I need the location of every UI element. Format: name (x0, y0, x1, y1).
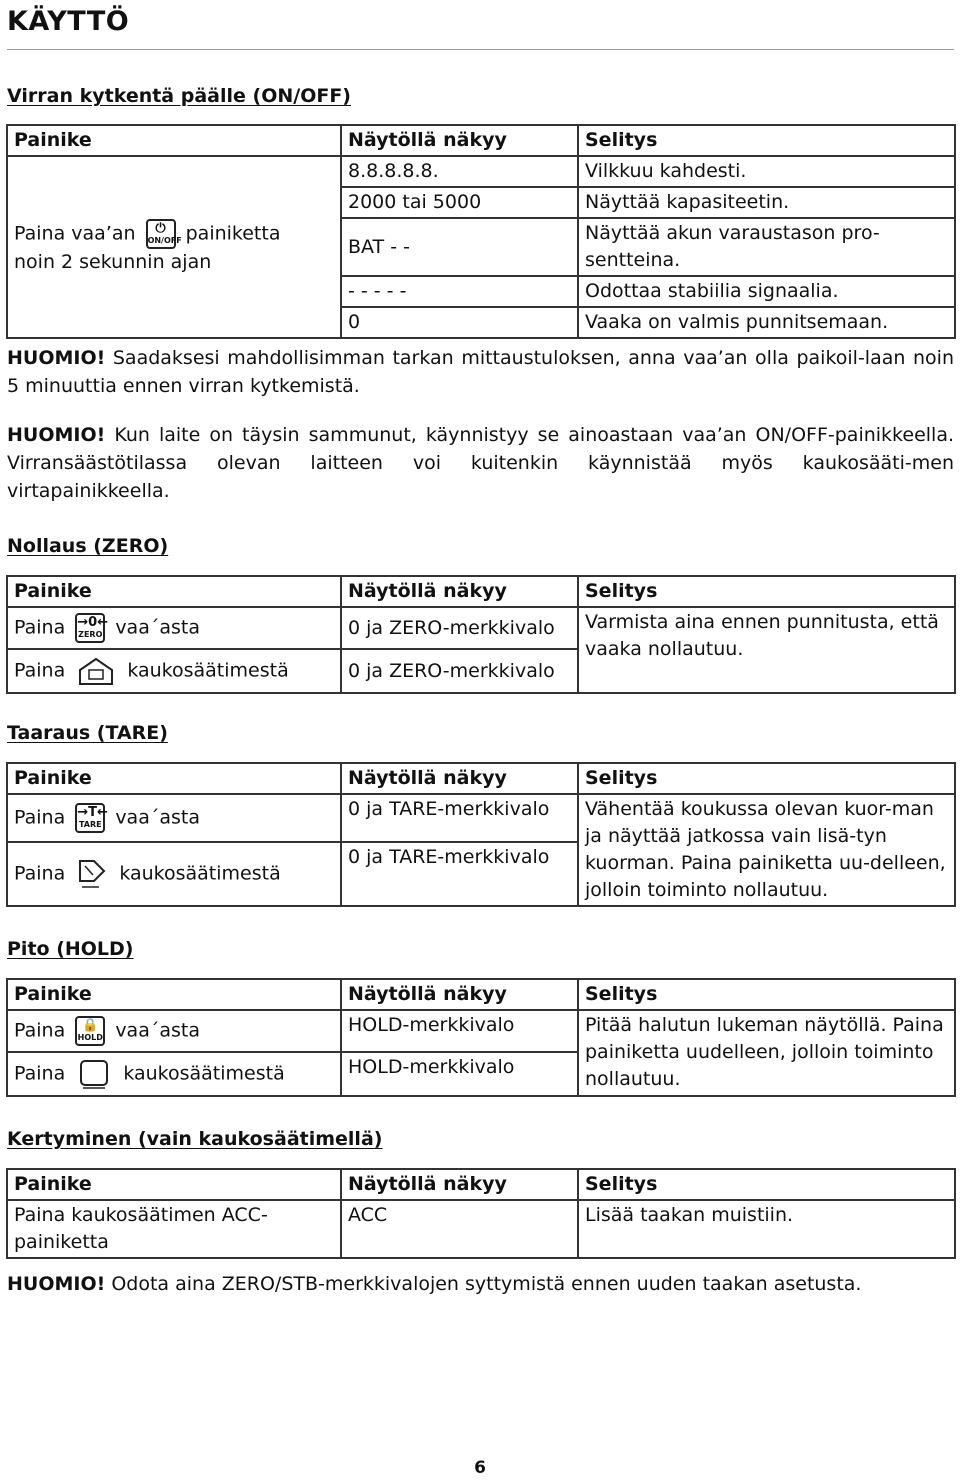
table-header-row (7, 979, 955, 1010)
onoff-button-cell (7, 156, 341, 338)
explanation-cell: Vähentää koukussa olevan kuor-man ja näyttää jatkossa vain lisä-tyn kuorman. Paina painiketta uu-delleen, jolloin toiminto nollautuu. (578, 794, 955, 906)
display-cell: ACC (341, 1200, 578, 1258)
column-header-display: Näytöllä näkyy (341, 763, 578, 794)
remote-zero-icon (77, 656, 115, 686)
display-cell: HOLD-merkkivalo (341, 1052, 578, 1096)
display-cell: HOLD-merkkivalo (341, 1010, 578, 1052)
acc-button-cell: Paina kaukosäätimen ACC-painiketta (7, 1200, 341, 1258)
instruction-pre: Paina (14, 862, 66, 885)
zero-table (6, 575, 956, 694)
onoff-instruction-post: painiketta (185, 222, 281, 244)
acc-table (6, 1168, 956, 1259)
display-cell: 0 (341, 307, 578, 338)
note-text: Odota aina ZERO/STB-merkkivalojen syttymistä ennen uuden taakan asetusta. (111, 1273, 862, 1295)
instruction-pre: Paina (14, 1062, 66, 1085)
hold-table (6, 978, 956, 1097)
page-number: 6 (474, 1458, 486, 1478)
explanation-cell: Vilkkuu kahdesti. (578, 156, 955, 187)
instruction-post: kaukosäätimestä (119, 862, 281, 885)
title-divider (7, 49, 954, 50)
instruction-pre: Paina (14, 806, 66, 829)
column-header-button: Painike (7, 576, 341, 607)
note-label: HUOMIO! (7, 424, 106, 446)
power-button-icon: ⏻ ON/OFF (146, 219, 176, 249)
zero-icon-label: ZERO (78, 630, 103, 639)
explanation-cell: Vaaka on valmis punnitsemaan. (578, 307, 955, 338)
explanation-cell: Pitää halutun lukeman näytöllä. Paina painiketta uudelleen, jolloin toiminto nollautuu. (578, 1010, 955, 1096)
section-heading-onoff: Virran kytkentä päälle (ON/OFF) (7, 85, 351, 107)
instruction-post: vaa´asta (115, 616, 200, 639)
hold-scale-button-cell (7, 1010, 341, 1052)
onoff-instruction-line2: noin 2 sekunnin ajan (14, 250, 212, 273)
table-header-row (7, 1169, 955, 1200)
section-heading-hold: Pito (HOLD) (7, 938, 134, 960)
instruction-post: kaukosäätimestä (127, 659, 289, 682)
hold-remote-button-cell (7, 1052, 341, 1096)
instruction-pre: Paina (14, 1019, 66, 1042)
column-header-explanation: Selitys (578, 979, 955, 1010)
column-header-display: Näytöllä näkyy (341, 979, 578, 1010)
table-row (7, 1200, 955, 1258)
instruction-post: kaukosäätimestä (123, 1062, 285, 1085)
display-cell: 2000 tai 5000 (341, 187, 578, 218)
power-icon-label: ON/OFF (147, 235, 182, 245)
column-header-display: Näytöllä näkyy (341, 576, 578, 607)
instruction-post: vaa´asta (115, 1019, 200, 1042)
explanation-cell: Näyttää kapasiteetin. (578, 187, 955, 218)
display-cell: BAT - - (341, 218, 578, 276)
display-cell: 0 ja ZERO-merkkivalo (341, 607, 578, 649)
instruction-post: vaa´asta (115, 806, 200, 829)
column-header-button: Painike (7, 763, 341, 794)
instruction-pre: Paina (14, 616, 66, 639)
section-heading-zero: Nollaus (ZERO) (7, 535, 169, 557)
note-zero-stb (7, 1270, 954, 1298)
remote-hold-icon (77, 1058, 111, 1090)
note-warmup (7, 344, 954, 400)
table-row (7, 794, 955, 842)
display-cell: 0 ja TARE-merkkivalo (341, 842, 578, 906)
zero-remote-button-cell (7, 649, 341, 693)
hold-icon-label: HOLD (77, 1033, 103, 1042)
column-header-display: Näytöllä näkyy (341, 1169, 578, 1200)
onoff-table (6, 124, 956, 339)
note-label: HUOMIO! (7, 1273, 106, 1295)
column-header-explanation: Selitys (578, 1169, 955, 1200)
explanation-cell: Näyttää akun varaustason pro-sentteina. (578, 218, 955, 276)
note-text: Kun laite on täysin sammunut, käynnistyy se ainoastaan vaa’an ON/OFF-painikkeella. Virransäästötilassa olevan laitteen voi kuitenkin käynnistää myös kaukosääti-men virtapainikkeella. (7, 424, 955, 502)
remote-tare-icon (77, 857, 107, 891)
table-row (7, 1010, 955, 1052)
explanation-cell: Varmista aina ennen punnitusta, että vaaka nollautuu. (578, 607, 955, 693)
column-header-explanation: Selitys (578, 125, 955, 156)
display-cell: 0 ja TARE-merkkivalo (341, 794, 578, 842)
onoff-instruction-pre: Paina vaa’an (14, 222, 136, 244)
tare-button-icon: →T← TARE (75, 803, 105, 833)
display-cell: 8.8.8.8.8. (341, 156, 578, 187)
column-header-explanation: Selitys (578, 763, 955, 794)
note-power (7, 421, 954, 505)
table-header-row (7, 576, 955, 607)
section-heading-acc: Kertyminen (vain kaukosäätimellä) (7, 1128, 383, 1150)
tare-remote-button-cell (7, 842, 341, 906)
instruction-pre: Paina (14, 659, 66, 682)
note-text: Saadaksesi mahdollisimman tarkan mittaustuloksen, anna vaa’an olla paikoil-laan noin 5 minuuttia ennen virran kytkemistä. (7, 347, 954, 397)
column-header-button: Painike (7, 979, 341, 1010)
table-header-row (7, 763, 955, 794)
table-row (7, 607, 955, 649)
zero-scale-button-cell (7, 607, 341, 649)
note-label: HUOMIO! (7, 347, 106, 369)
zero-button-icon: →0← ZERO (75, 613, 105, 643)
column-header-button: Painike (7, 1169, 341, 1200)
table-header-row (7, 125, 955, 156)
table-row (7, 156, 955, 187)
display-cell: - - - - - (341, 276, 578, 307)
column-header-display: Näytöllä näkyy (341, 125, 578, 156)
tare-icon-label: TARE (78, 819, 102, 829)
explanation-cell: Odottaa stabiilia signaalia. (578, 276, 955, 307)
column-header-explanation: Selitys (578, 576, 955, 607)
tare-scale-button-cell (7, 794, 341, 842)
display-cell: 0 ja ZERO-merkkivalo (341, 649, 578, 693)
hold-button-icon: 🔒 HOLD (75, 1016, 105, 1046)
explanation-cell: Lisää taakan muistiin. (578, 1200, 955, 1258)
column-header-button: Painike (7, 125, 341, 156)
tare-table (6, 762, 956, 907)
page-title: KÄYTTÖ (7, 6, 130, 37)
section-heading-tare: Taaraus (TARE) (7, 722, 168, 744)
